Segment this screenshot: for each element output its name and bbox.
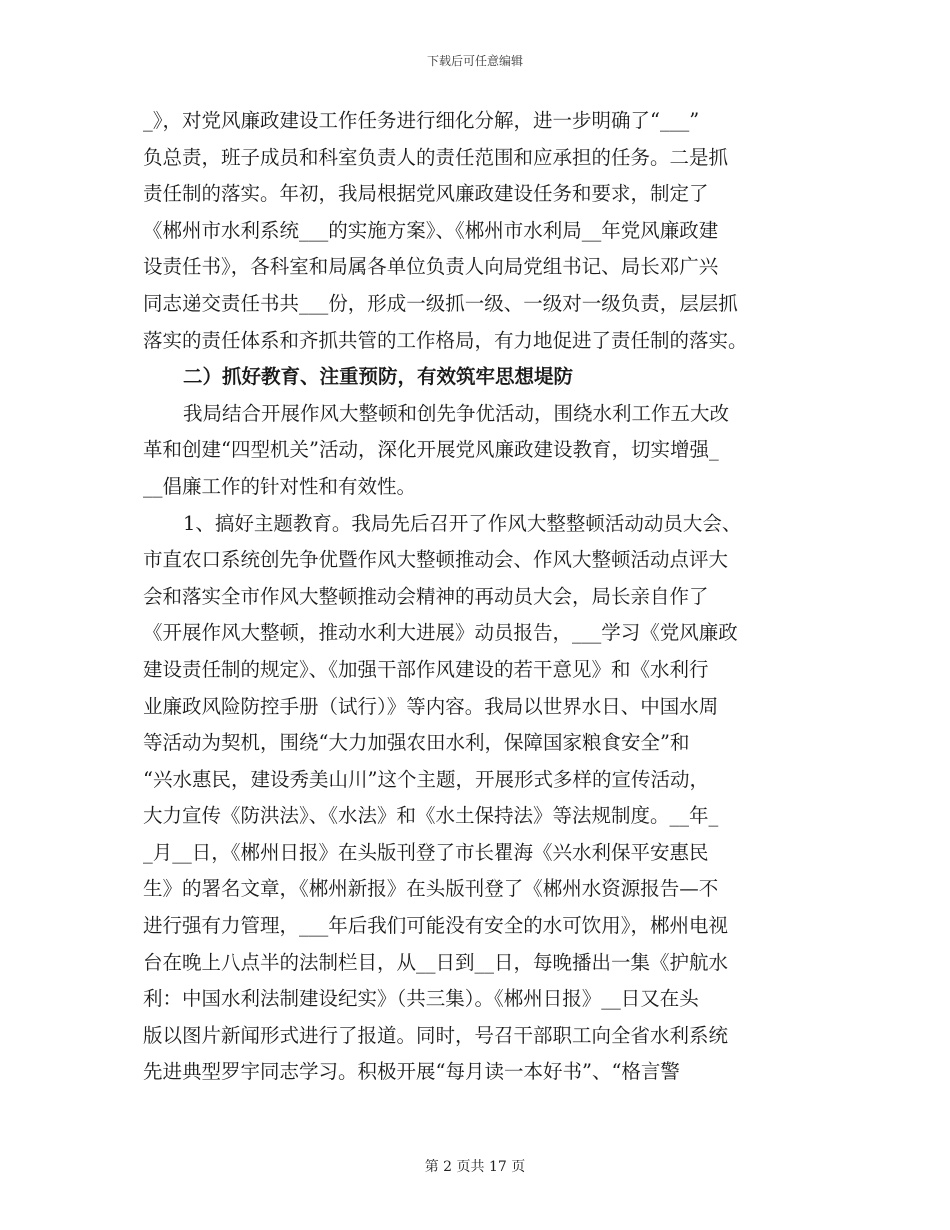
body-line: 等活动为契机，围绕“大力加强农田水利，保障国家粮食安全”和 [143,731,690,755]
body-line: 生》的署名文章，《郴州新报》在头版刊登了《郴州水资源报告—不 [143,877,719,901]
body-line: 《开展作风大整顿，推动水利大进展》动员报告，___学习《党风廉政 [143,621,738,645]
body-line: 同志递交责任书共___份，形成一级抓一级、一级对一级负责，层层抓 [143,291,738,315]
body-line: 负总责，班子成员和科室负责人的责任范围和应承担的任务。二是抓 [143,145,729,169]
body-line: _》，对党风廉政建设工作任务进行细化分解，进一步明确了“___” [143,109,700,132]
body-line: 我局结合开展作风大整顿和创先争优活动，围绕水利工作五大改 [183,401,730,425]
body-line: 进行强有力管理，___年后我们可能没有安全的水可饮用》，郴州电视 [143,914,729,938]
body-line: 大力宣传《防洪法》、《水法》和《水土保持法》等法规制度。__年_ [143,804,719,828]
body-line: 利：中国水利法制建设纪实》（共三集）。《郴州日报》__日又在头 [143,987,699,1011]
body-line: 市直农口系统创先争优暨作风大整顿推动会、作风大整顿活动点评大 [143,548,729,572]
body-line: 革和创建“四型机关”活动，深化开展党风廉政建设教育，切实增强_ [143,438,719,462]
section-heading: 二）抓好教育、注重预防，有效筑牢思想堤防 [183,365,574,389]
body-line: 先进典型罗宇同志学习。积极开展“每月读一本好书”、“格言警 [143,1060,680,1084]
body-line: 建设责任制的规定》、《加强干部作风建设的若干意见》和《水利行 [143,657,709,681]
body-line: 业廉政风险防控手册（试行）》等内容。我局以世界水日、中国水周 [143,694,719,718]
body-line: 台在晚上八点半的法制栏目，从__日到__日，每晚播出一集《护航水 [143,950,729,974]
document-body [143,103,813,1091]
body-line: _月__日，《郴州日报》在头版刊登了市长瞿海《兴水利保平安惠民 [143,840,709,864]
body-line: 版以图片新闻形式进行了报道。同时，号召干部职工向全省水利系统 [143,1023,729,1047]
body-line: “兴水惠民，建设秀美山川”这个主题，开展形式多样的宣传活动， [143,767,709,791]
body-line: 责任制的落实。年初，我局根据党风廉政建设任务和要求，制定了 [143,182,709,206]
body-line: __倡廉工作的针对性和有效性。 [143,474,417,498]
body-line: 1、搞好主题教育。我局先后召开了作风大整整顿活动动员大会、 [183,511,742,535]
body-line: 会和落实全市作风大整顿推动会精神的再动员大会，局长亲自作了 [143,584,709,608]
page-footer: 第 2 页共 17 页 [424,1159,526,1175]
page-header: 下载后可任意编辑 [426,54,523,68]
body-line: 设责任书》，各科室和局属各单位负责人向局党组书记、局长邓广兴 [143,255,719,279]
body-line: 落实的责任体系和齐抓共管的工作格局，有力地促进了责任制的落实。 [143,328,748,352]
body-line: 《郴州市水利系统___的实施方案》、《郴州市水利局__年党风廉政建 [143,218,719,242]
